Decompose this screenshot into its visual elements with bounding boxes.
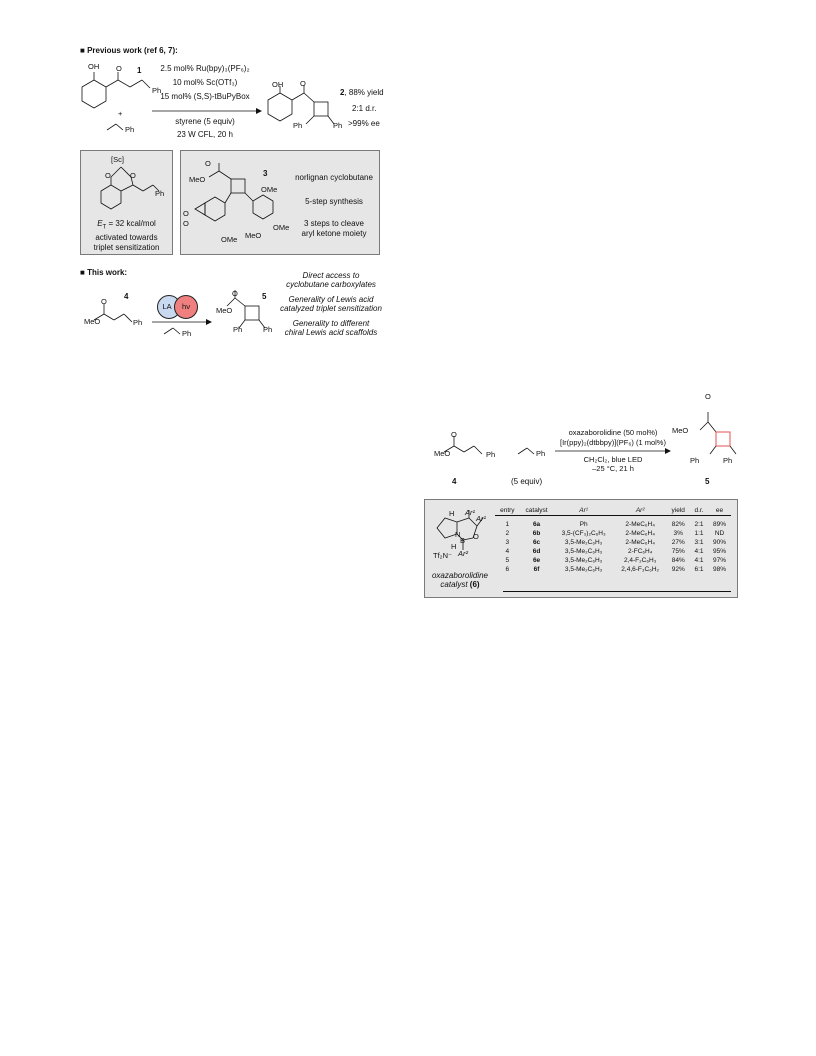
ph-label: Ph <box>263 325 273 334</box>
table-cell: 2-FC₆H₄ <box>627 548 653 555</box>
norlignan-note-4: aryl ketone moiety <box>301 229 367 238</box>
table-cell: 6b <box>532 530 541 537</box>
compound-5-label: 5 <box>705 477 710 486</box>
ph-label: Ph <box>182 329 192 338</box>
table-cell: 4:1 <box>694 557 704 564</box>
la-label: LA <box>162 302 172 311</box>
meo-label: MeO <box>672 426 689 435</box>
table-cell: 2-MeC₆H₄ <box>625 530 655 537</box>
table-cell: 2-MeC₆H₄ <box>625 539 655 546</box>
meo-label: MeO <box>189 175 206 184</box>
oh-label: OH <box>88 62 100 71</box>
h-label: H <box>449 509 455 518</box>
table-row <box>495 565 731 574</box>
tf2n-label: Tf₂N⁻ <box>433 551 452 560</box>
table-cell: 3,5-Me₂C₆H₃ <box>564 566 603 573</box>
condition-pybox: 15 mol% (S,S)-tBuPyBox <box>160 92 250 101</box>
table-cell: 2 <box>505 530 510 537</box>
table-cell: 6 <box>505 566 510 573</box>
table-cell: 6a <box>532 521 541 528</box>
ketone-o-label: O <box>300 79 306 88</box>
norlignan-note-2: 5-step synthesis <box>305 197 363 206</box>
table-row <box>495 547 731 556</box>
ph-label: Ph <box>125 125 135 134</box>
table-cell: 97% <box>713 557 727 564</box>
table-cell: 3,5-(CF₃)₂C₆H₃ <box>561 530 606 537</box>
reaction-arrow <box>152 319 212 325</box>
table-cell: 84% <box>671 557 685 564</box>
compound-4-label: 4 <box>124 292 129 301</box>
meo-label: MeO <box>434 449 451 458</box>
table-cell: 3,5-Me₂C₆H₃ <box>564 557 603 564</box>
table-cell: 6d <box>532 548 541 555</box>
ph-label: Ph <box>536 449 546 458</box>
condition-solvent: CH₂Cl₂, blue LED <box>583 455 643 464</box>
table-cell: 3% <box>673 530 683 537</box>
condition-sc: 10 mol% Sc(OTf₃) <box>172 78 238 87</box>
catalyst-table <box>495 506 731 574</box>
ar1-label: Ar¹ <box>476 514 486 523</box>
header-yield: yield <box>671 507 685 514</box>
dioxole-o-label: O <box>183 219 189 228</box>
b-label: B <box>460 536 466 545</box>
table-cell: 90% <box>713 539 727 546</box>
table-row <box>495 538 731 547</box>
table-cell: 3,5-Me₂C₆H₃ <box>564 539 603 546</box>
ph-label: Ph <box>690 456 700 465</box>
styrene-equiv: (5 equiv) <box>511 477 543 486</box>
product-2-ee: >99% ee <box>348 119 380 128</box>
ester-4-structure <box>430 428 500 468</box>
point-1a: Direct access to <box>302 271 360 280</box>
table-cell: 1:1 <box>694 530 704 537</box>
meo-label: MeO <box>84 317 101 326</box>
table-cell: 95% <box>713 548 727 555</box>
table-cell: 2-MeC₆H₄ <box>625 521 655 528</box>
table-cell: 2:1 <box>694 521 704 528</box>
activation-note-2: triplet sensitization <box>93 243 160 252</box>
table-cell: 6f <box>533 566 540 573</box>
condition-ir: [Ir(ppy)₂(dtbbpy)](PF₆) (1 mol%) <box>560 438 666 447</box>
table-cell: 3 <box>505 539 510 546</box>
header-catalyst: catalyst <box>525 507 548 514</box>
previous-work-heading: ■ Previous work (ref 6, 7): <box>80 46 178 55</box>
table-cell: 27% <box>671 539 685 546</box>
reaction-arrow <box>152 108 262 114</box>
sc-chelate-structure <box>81 151 171 221</box>
table-cell: 6c <box>532 539 541 546</box>
table-cell: 89% <box>713 521 727 528</box>
point-3b: chiral Lewis acid scaffolds <box>284 328 378 337</box>
condition-styrene: styrene (5 equiv) <box>175 117 235 126</box>
table-bottom-rule <box>503 591 731 592</box>
ph-label: Ph <box>133 318 143 327</box>
header-entry: entry <box>500 507 515 514</box>
table-cell: 4:1 <box>694 548 704 555</box>
table-header-row <box>495 506 731 516</box>
ketone-o-label: O <box>116 64 122 73</box>
this-work-heading: ■ This work: <box>80 268 128 277</box>
condition-oxaza: oxazaborolidine (50 mol%) <box>568 428 658 437</box>
plus-sign: + <box>118 109 123 118</box>
dioxole-o-label: O <box>183 209 189 218</box>
table-cell: 92% <box>671 566 685 573</box>
point-2b: catalyzed triplet sensitization <box>280 304 382 313</box>
point-3a: Generality to different <box>292 319 370 328</box>
header-ee: ee <box>715 507 724 514</box>
phenol-o-label: O <box>105 171 111 180</box>
table-cell: 6:1 <box>694 566 704 573</box>
reaction-arrow <box>555 448 671 454</box>
compound-4-label: 4 <box>452 477 457 486</box>
table-cell: 4 <box>505 548 510 555</box>
condition-light: 23 W CFL, 20 h <box>176 130 234 139</box>
ph-label: Ph <box>293 121 303 130</box>
oh-label: OH <box>272 80 284 89</box>
ar1-label: Ar¹ <box>465 508 475 517</box>
ester-o-label: O <box>232 289 238 298</box>
meo-label: MeO <box>216 306 233 315</box>
condition-temp: –25 °C, 21 h <box>592 464 634 473</box>
ph-label: Ph <box>152 86 162 95</box>
table-cell: 5 <box>505 557 510 564</box>
ester-o-label: O <box>451 430 457 439</box>
table-cell: 6e <box>532 557 541 564</box>
point-1b: cyclobutane carboxylates <box>286 280 376 289</box>
h-label: H <box>451 542 457 551</box>
o-label: O <box>473 532 479 541</box>
condition-ru: 2.5 mol% Ru(bpy)₃(PF₆)₂ <box>160 64 250 73</box>
catalyst-name-2: catalyst (6) <box>440 580 480 589</box>
norlignan-note-1: norlignan cyclobutane <box>295 173 373 182</box>
product-2-yield: 2, 88% yield <box>340 88 384 97</box>
ph-label: Ph <box>486 450 496 459</box>
table-cell: 98% <box>713 566 727 573</box>
compound-5-label: 5 <box>262 292 267 301</box>
ph-label: Ph <box>723 456 733 465</box>
point-2a: Generality of Lewis acid <box>288 295 374 304</box>
norlignan-note-3: 3 steps to cleave <box>303 219 365 228</box>
catalyst-name: oxazaborolidine <box>431 571 489 580</box>
compound-3-label: 3 <box>263 169 268 178</box>
triplet-energy: $E_T = 32$ kcal/mol <box>97 219 156 231</box>
table-cell: ND <box>714 530 725 537</box>
enone-1-structure <box>70 70 160 130</box>
activation-note-1: activated towards <box>95 233 158 242</box>
sc-complex-box <box>80 150 173 255</box>
meo-label: MeO <box>245 231 262 240</box>
sc-label: [Sc] <box>111 155 124 164</box>
table-cell: Ph <box>579 521 588 528</box>
ester-o-label: O <box>101 297 107 306</box>
table-cell: 2,4-F₂C₆H₃ <box>623 557 657 564</box>
header-dr: d.r. <box>694 507 704 514</box>
ph-label: Ph <box>233 325 243 334</box>
n-label: N <box>455 530 461 539</box>
table-cell: 3,5-Me₂C₆H₃ <box>564 548 603 555</box>
ester-o-label: O <box>705 392 711 401</box>
ph-label: Ph <box>155 189 165 198</box>
table-cell: 75% <box>671 548 685 555</box>
ketone-o-label: O <box>130 171 136 180</box>
ome-label: OMe <box>261 185 278 194</box>
table-cell: 1 <box>505 521 510 528</box>
table-row <box>495 529 731 538</box>
table-cell: 2,4,6-F₃C₆H₂ <box>621 566 660 573</box>
header-ar2: Ar² <box>635 507 645 514</box>
product-2-dr: 2:1 d.r. <box>352 104 377 113</box>
table-row <box>495 556 731 565</box>
table-cell: 82% <box>671 521 685 528</box>
catalyst-screening-box <box>424 499 738 598</box>
table-row <box>495 516 731 530</box>
norlignan-box <box>180 150 380 255</box>
ome-label: OMe <box>273 223 290 232</box>
ph-label: Ph <box>333 121 343 130</box>
ester-o-label: O <box>205 159 211 168</box>
ome-label: OMe <box>221 235 238 244</box>
hv-label: hν <box>182 302 190 311</box>
compound-1-label: 1 <box>137 66 142 75</box>
ar2-label: Ar² <box>458 549 468 558</box>
cyclobutane-2-structure <box>262 86 352 146</box>
header-ar1: Ar¹ <box>579 507 588 514</box>
cyclobutane-5-structure <box>215 290 285 350</box>
table-cell: 3:1 <box>694 539 704 546</box>
